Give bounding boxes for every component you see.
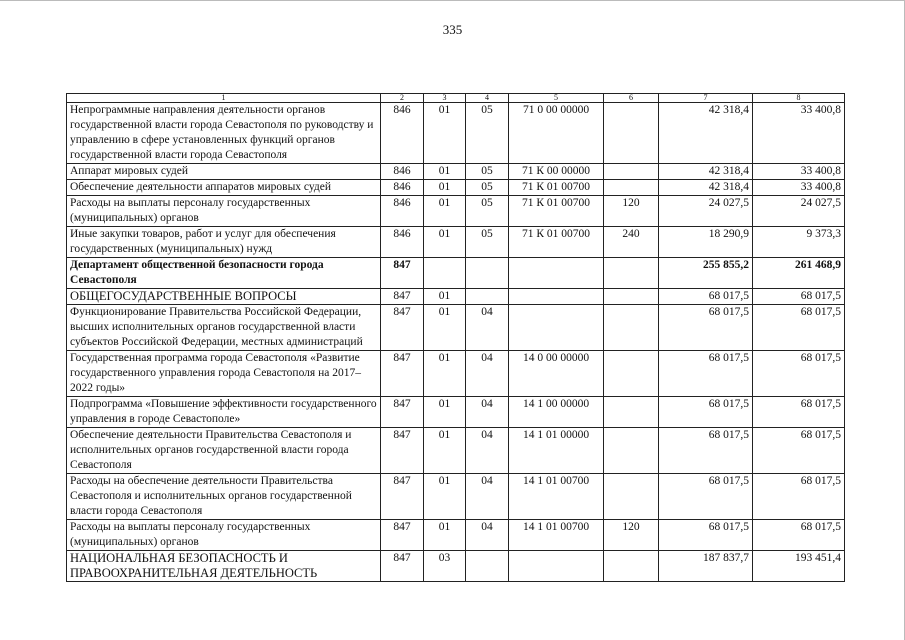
table-row	[67, 551, 845, 582]
section-code: 01	[424, 351, 466, 397]
expense-type-code	[604, 103, 659, 164]
target-article-code: 71 К 01 00700	[509, 196, 604, 227]
amount-year1: 68 017,5	[659, 305, 753, 351]
amount-year2: 68 017,5	[753, 474, 845, 520]
row-name: Функционирование Правительства Российской Федерации, высших исполнительных органов государственной власти субъектов Российской Федерации, местных администраций	[67, 305, 381, 351]
ministry-code: 847	[381, 428, 424, 474]
amount-year1: 42 318,4	[659, 180, 753, 196]
row-name: Иные закупки товаров, работ и услуг для обеспечения государственных (муниципальных) нужд	[67, 227, 381, 258]
ministry-code: 847	[381, 351, 424, 397]
table-row	[67, 474, 845, 520]
row-name: Департамент общественной безопасности города Севастополя	[67, 258, 381, 289]
section-code: 01	[424, 180, 466, 196]
row-name: Непрограммные направления деятельности органов государственной власти города Севастополя по руководству и управлению в сфере установленных функций органов государственной власти города Севастополя	[67, 103, 381, 164]
subsection-code: 04	[466, 397, 509, 428]
amount-year1: 68 017,5	[659, 428, 753, 474]
column-number: 8	[753, 94, 845, 103]
amount-year2: 68 017,5	[753, 289, 845, 305]
section-code	[424, 258, 466, 289]
subsection-code: 05	[466, 103, 509, 164]
row-name: Расходы на обеспечение деятельности Правительства Севастополя и исполнительных органов государственной власти города Севастополя	[67, 474, 381, 520]
section-code: 01	[424, 164, 466, 180]
amount-year2: 193 451,4	[753, 551, 845, 582]
expense-type-code	[604, 180, 659, 196]
section-code: 01	[424, 428, 466, 474]
subsection-code: 04	[466, 305, 509, 351]
amount-year2: 68 017,5	[753, 305, 845, 351]
section-code: 01	[424, 397, 466, 428]
table-row	[67, 164, 845, 180]
column-number: 3	[424, 94, 466, 103]
target-article-code: 71 К 01 00700	[509, 227, 604, 258]
ministry-code: 847	[381, 397, 424, 428]
subsection-code: 05	[466, 227, 509, 258]
amount-year1: 18 290,9	[659, 227, 753, 258]
ministry-code: 847	[381, 305, 424, 351]
target-article-code	[509, 289, 604, 305]
ministry-code: 846	[381, 227, 424, 258]
amount-year1: 24 027,5	[659, 196, 753, 227]
expense-type-code	[604, 428, 659, 474]
subsection-code: 04	[466, 520, 509, 551]
subsection-code: 05	[466, 164, 509, 180]
amount-year2: 261 468,9	[753, 258, 845, 289]
amount-year1: 68 017,5	[659, 474, 753, 520]
ministry-code: 847	[381, 551, 424, 582]
section-code: 01	[424, 103, 466, 164]
section-code: 01	[424, 305, 466, 351]
expense-type-code: 120	[604, 520, 659, 551]
amount-year1: 68 017,5	[659, 351, 753, 397]
column-number: 7	[659, 94, 753, 103]
amount-year2: 68 017,5	[753, 351, 845, 397]
row-name: Аппарат мировых судей	[67, 164, 381, 180]
section-code: 01	[424, 196, 466, 227]
table-row	[67, 351, 845, 397]
expense-type-code	[604, 397, 659, 428]
amount-year1: 68 017,5	[659, 289, 753, 305]
section-code: 01	[424, 289, 466, 305]
column-number: 4	[466, 94, 509, 103]
column-number: 6	[604, 94, 659, 103]
subsection-code: 05	[466, 196, 509, 227]
subsection-code	[466, 551, 509, 582]
top-border	[0, 0, 905, 1]
amount-year1: 42 318,4	[659, 164, 753, 180]
subsection-code: 04	[466, 428, 509, 474]
amount-year2: 68 017,5	[753, 520, 845, 551]
target-article-code	[509, 551, 604, 582]
amount-year1: 68 017,5	[659, 397, 753, 428]
ministry-code: 846	[381, 103, 424, 164]
amount-year2: 33 400,8	[753, 103, 845, 164]
expense-type-code	[604, 474, 659, 520]
table-row	[67, 428, 845, 474]
expense-type-code	[604, 351, 659, 397]
table-row	[67, 289, 845, 305]
ministry-code: 847	[381, 520, 424, 551]
ministry-code: 847	[381, 258, 424, 289]
target-article-code: 14 0 00 00000	[509, 351, 604, 397]
expense-type-code: 240	[604, 227, 659, 258]
target-article-code	[509, 258, 604, 289]
expense-type-code	[604, 551, 659, 582]
amount-year1: 255 855,2	[659, 258, 753, 289]
row-name: Подпрограмма «Повышение эффективности государственного управления в городе Севастополе»	[67, 397, 381, 428]
row-name: Расходы на выплаты персоналу государственных (муниципальных) органов	[67, 196, 381, 227]
table-row	[67, 227, 845, 258]
ministry-code: 846	[381, 180, 424, 196]
section-code: 01	[424, 520, 466, 551]
expense-type-code	[604, 164, 659, 180]
table-row	[67, 520, 845, 551]
target-article-code: 71 К 00 00000	[509, 164, 604, 180]
table-row	[67, 103, 845, 164]
amount-year2: 33 400,8	[753, 164, 845, 180]
expense-type-code	[604, 289, 659, 305]
target-article-code	[509, 305, 604, 351]
amount-year2: 68 017,5	[753, 397, 845, 428]
section-code: 03	[424, 551, 466, 582]
ministry-code: 847	[381, 474, 424, 520]
subsection-code	[466, 258, 509, 289]
subsection-code: 05	[466, 180, 509, 196]
section-code: 01	[424, 474, 466, 520]
amount-year2: 33 400,8	[753, 180, 845, 196]
row-name: Государственная программа города Севастополя «Развитие государственного управления города Севастополя на 2017–2022 годы»	[67, 351, 381, 397]
target-article-code: 71 0 00 00000	[509, 103, 604, 164]
budget-table	[66, 93, 845, 582]
expense-type-code	[604, 258, 659, 289]
table-row	[67, 305, 845, 351]
target-article-code: 14 1 01 00700	[509, 520, 604, 551]
target-article-code: 14 1 00 00000	[509, 397, 604, 428]
amount-year1: 42 318,4	[659, 103, 753, 164]
table-row	[67, 180, 845, 196]
target-article-code: 71 К 01 00700	[509, 180, 604, 196]
column-number: 5	[509, 94, 604, 103]
column-number: 2	[381, 94, 424, 103]
section-code: 01	[424, 227, 466, 258]
subsection-code: 04	[466, 351, 509, 397]
target-article-code: 14 1 01 00700	[509, 474, 604, 520]
row-name: ОБЩЕГОСУДАРСТВЕННЫЕ ВОПРОСЫ	[67, 289, 381, 305]
row-name: Обеспечение деятельности Правительства Севастополя и исполнительных органов государственной власти города Севастополя	[67, 428, 381, 474]
amount-year2: 68 017,5	[753, 428, 845, 474]
target-article-code: 14 1 01 00000	[509, 428, 604, 474]
table-row	[67, 397, 845, 428]
table-row	[67, 258, 845, 289]
row-name: Расходы на выплаты персоналу государственных (муниципальных) органов	[67, 520, 381, 551]
amount-year2: 24 027,5	[753, 196, 845, 227]
amount-year1: 68 017,5	[659, 520, 753, 551]
amount-year2: 9 373,3	[753, 227, 845, 258]
column-number-row	[67, 94, 845, 103]
column-number: 1	[67, 94, 381, 103]
table-row	[67, 196, 845, 227]
subsection-code: 04	[466, 474, 509, 520]
row-name: НАЦИОНАЛЬНАЯ БЕЗОПАСНОСТЬ И ПРАВООХРАНИТЕЛЬНАЯ ДЕЯТЕЛЬНОСТЬ	[67, 551, 381, 582]
expense-type-code	[604, 305, 659, 351]
ministry-code: 847	[381, 289, 424, 305]
page-number: 335	[442, 22, 463, 37]
amount-year1: 187 837,7	[659, 551, 753, 582]
ministry-code: 846	[381, 196, 424, 227]
expense-type-code: 120	[604, 196, 659, 227]
subsection-code	[466, 289, 509, 305]
ministry-code: 846	[381, 164, 424, 180]
row-name: Обеспечение деятельности аппаратов мировых судей	[67, 180, 381, 196]
